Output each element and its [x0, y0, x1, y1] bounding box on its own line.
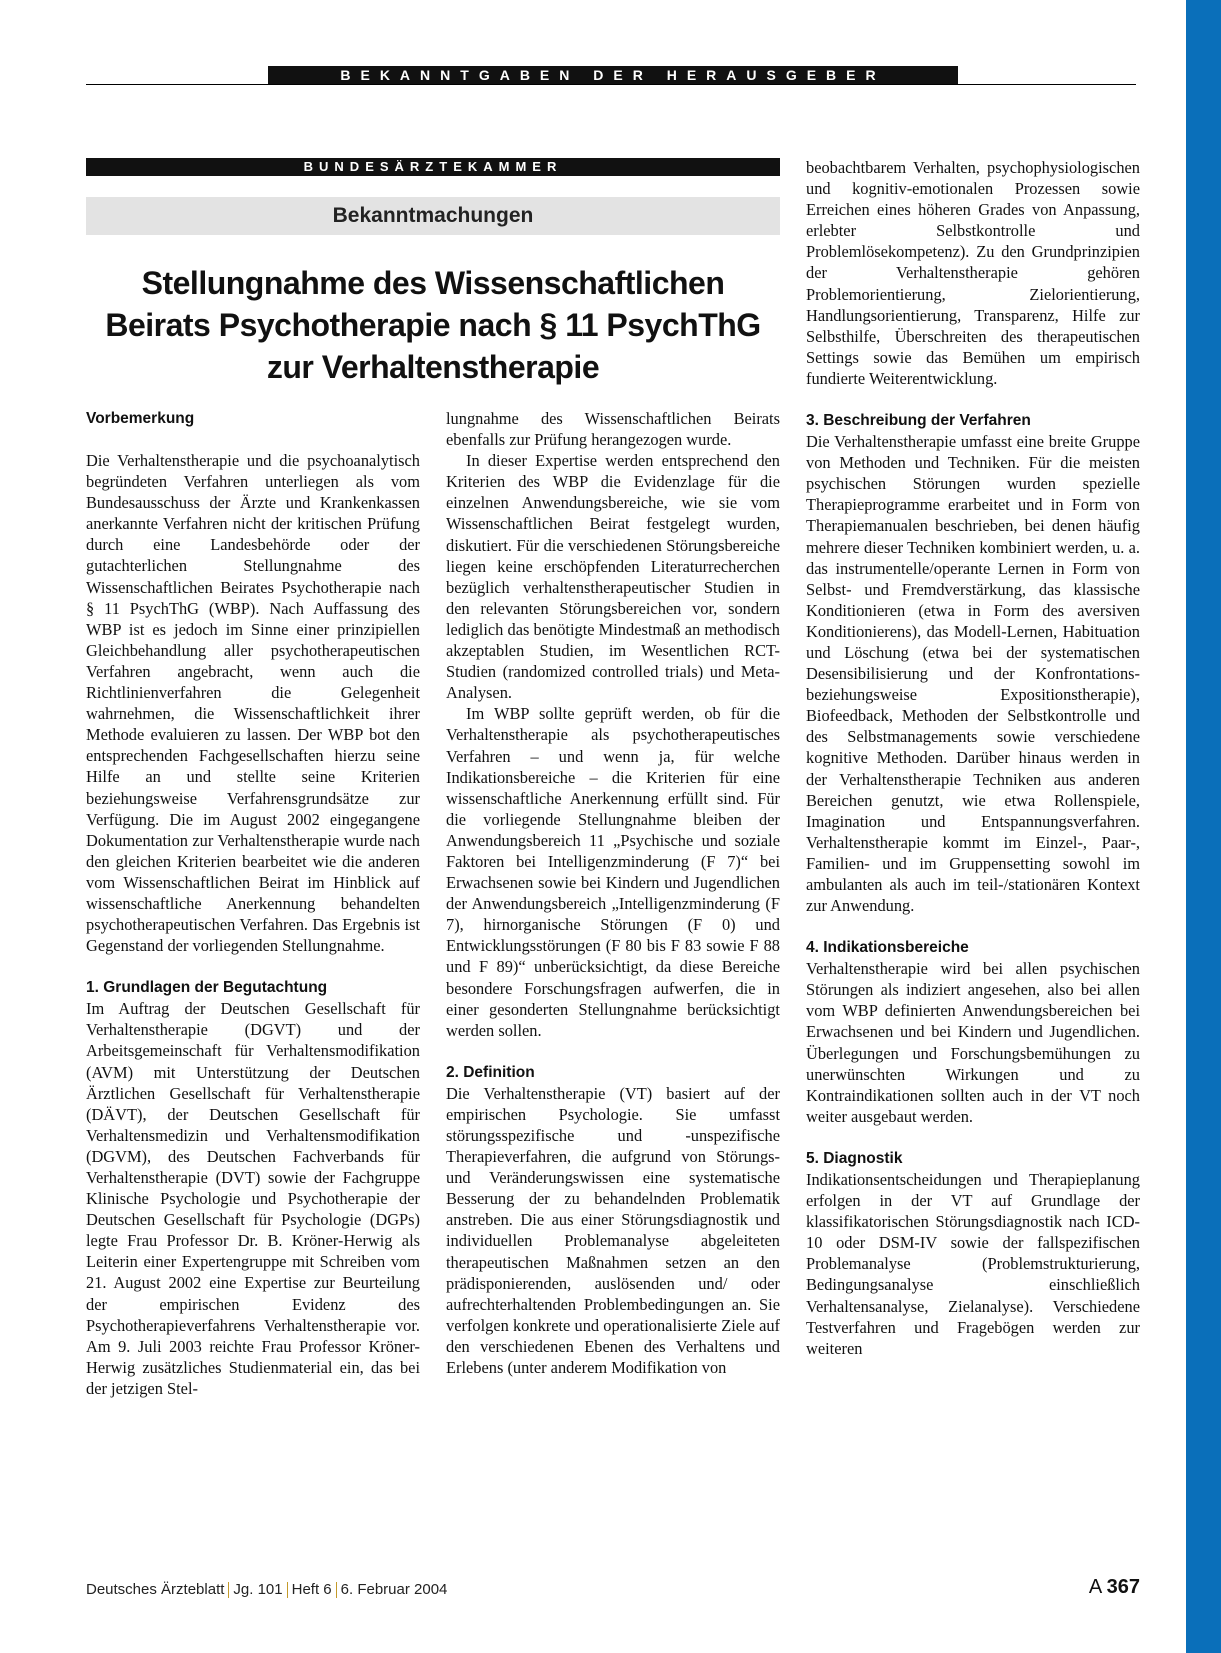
footer-volume: Jg. 101 [233, 1581, 283, 1598]
article-title [86, 262, 780, 388]
title-line-3: zur Verhaltenstherapie [266, 349, 600, 385]
paragraph-diagnostik: Indikationsentscheidungen und Therapieplanung erfolgen in der VT auf Grundlage der klassifikatorischen Störungsdiagnostik nach ICD-10 oder DSM-IV sowie der fallspezifischen Problemanalyse (Problemstrukturierung, Bedingungsanalyse einschließlich Verhaltensanalyse, Zielanalyse). Verschiedene Testverfahren und Fragebögen werden zur weiteren [806, 1169, 1140, 1358]
footer-separator [336, 1582, 337, 1598]
heading-definition: 2. Definition [446, 1063, 535, 1081]
paragraph-continuation: beobachtbarem Verhalten, psychophysiologischen und kognitiv-emotionalen Prozessen sowie Erreichen eines höheren Grades von Anpassung, erlebter Selbstkontrolle und Problemlösekompetenz). Zu den Grundprinzipien der Verhaltenstherapie gehören Problemorientierung, Zielorientierung, Handlungsorientierung, Transparenz, Hilfe zur Selbsthilfe, Überschreiten des therapeutischen Settings sowie das Bemühen um empirisch fundierte Weiterentwicklung. [806, 158, 1140, 388]
footer-separator [228, 1582, 229, 1598]
paragraph-vorbemerkung: Die Verhaltenstherapie und die psychoanalytisch begründeten Verfahren unterliegen als vom Bundesausschuss der Ärzte und Krankenkassen anerkannte Verfahren nicht der kritischen Prüfung durch eine Landesbehörde oder der gutachterlichen Stellungnahme des Wissenschaftlichen Beirates Psychotherapie nach § 11 PsychThG (WBP). Nach Auffassung des WBP ist es jedoch im Sinne einer prinzipiellen Gleichbehandlung aller psychotherapeutischen Verfahren angebracht, wenn auch die Richtlinienverfahren die Gelegenheit wahrnehmen, die Wissenschaftlichkeit ihrer Methode evaluieren zu lassen. Der WBP bot den entsprechenden Fachgesellschaften hierzu seine Hilfe an und stellte seine Kriterien beziehungsweise Verfahrensgrundsätze zur Verfügung. Die im August 2002 eingegangene Dokumentation zur Verhaltenstherapie wurde nach den gleichen Kriterien bearbeitet wie die anderen vom Wissenschaftlichen Beirat im Hinblick auf wissenschaftliche Anerkennung behandelten psychotherapeutischen Verfahren. Das Ergebnis ist Gegenstand der vorliegenden Stellungnahme. [86, 451, 420, 956]
column-3 [806, 157, 1140, 1359]
page-number-value: 367 [1106, 1576, 1140, 1598]
heading-beschreibung: 3. Beschreibung der Verfahren [806, 412, 1031, 430]
paragraph-definition: Die Verhaltenstherapie (VT) basiert auf der empirischen Psychologie. Sie umfasst störungsspezifische und -unspezifische Therapieverfahren, die aufgrund von Störungs- und Veränderungswissen eine systematische Besserung der zu behandelnden Problematik anstreben. Die aus einer Störungsdiagnostik und individuellen Problemanalyse abgeleiteten therapeutischen Maßnahmen setzen an den prädisponierenden, auslösenden und/ oder aufrechterhaltenden Problembedingungen an. Sie verfolgen konkrete und operationalisierte Ziele auf den verschiedenen Ebenen des Verhaltens und Erlebens (unter anderem Modifikation von [446, 1083, 780, 1378]
heading-indikation: 4. Indikationsbereiche [806, 939, 969, 957]
footer-journal: Deutsches Ärzteblatt [86, 1581, 225, 1598]
heading-grundlagen: 1. Grundlagen der Begutachtung [86, 979, 328, 997]
page-number [1040, 1576, 1140, 1599]
header-rule [86, 84, 1136, 85]
header-banner: BEKANNTGABEN DER HERAUSGEBER [268, 66, 958, 84]
paragraph-expertise: In dieser Expertise werden entsprechend den Kriterien des WBP die Evidenzlage für die einzelnen Anwendungsbereiche, wie sie vom Wissenschaftlichen Beirat festgelegt wurden, diskutiert. Für die verschiedenen Störungsbereiche liegen keine erschöpfenden Literaturrecherchen bezüglich verhaltenstherapeutischer Studien in den relevanten Störungsbereichen vor, sondern lediglich das benötigte Mindestmaß an methodisch akzeptablen Studien, im Wesentlichen RCT-Studien (randomized controlled trials) und Meta-Analysen. [446, 451, 780, 703]
title-line-1: Stellungnahme des Wissenschaftlichen [141, 265, 725, 301]
side-color-bar [1186, 0, 1221, 1653]
paragraph-continuation: lungnahme des Wissenschaftlichen Beirats ebenfalls zur Prüfung herangezogen wurde. [446, 409, 780, 450]
paragraph-indikation: Verhaltenstherapie wird bei allen psychischen Störungen als indiziert angesehen, also bei allen vom WBP definierten Anwendungsbereichen bei Erwachsenen und bei Kindern und Jugendlichen. Überlegungen und Forschungsbemühungen zu unerwünschten Wirkungen und zu Kontraindikationen sollten auch in der VT noch weiter ausgebaut werden. [806, 959, 1140, 1126]
paragraph-wbp: Im WBP sollte geprüft werden, ob für die Verhaltenstherapie als psychotherapeutisches Verfahren – und wenn ja, für welche Indikationsbereiche – die Kriterien für eine wissenschaftliche Anerkennung erfüllt sind. Für die vorliegende Stellungnahme bleiben der Anwendungsbereich 11 „Psychische und soziale Faktoren bei Intelligenzminderung (F 7)“ bei Erwachsenen sowie bei Kindern und Jugendlichen der Anwendungsbereich „Intelligenzminderung (F 7), hirnorganische Störungen (F 0) und Entwicklungsstörungen (F 80 bis F 83 sowie F 88 und F 89)“ unberücksichtigt, da diese Bereiche besondere Forschungsfragen aufwerfen, die in einer gesonderten Stellungnahme berücksichtigt werden sollen. [446, 704, 780, 1040]
subsection-heading: Bekanntmachungen [86, 197, 780, 235]
footer-date: 6. Februar 2004 [340, 1581, 448, 1598]
paragraph-beschreibung: Die Verhaltenstherapie umfasst eine breite Gruppe von Methoden und Techniken. Für die meisten psychischen Störungen wurden spezielle Therapieprogramme erarbeitet und in Form von Therapiemanualen beschrieben, bei denen häufig mehrere dieser Techniken kombiniert werden, u. a. das instrumentelle/operante Lernen in Form von Selbst- und Fremdverstärkung, das klassische Konditionieren (etwa in Form des aversiven Konditionierens), das Modell-Lernen, Habituation und Löschung (etwa bei der systematischen Desensibilisierung und der Konfrontations- beziehungsweise Expositionstherapie), Biofeedback, Methoden der Selbstkontrolle und des Selbstmanagements sowie verschiedene kognitive Methoden. Darüber hinaus werden in der Verhaltenstherapie Techniken aus anderen Bereichen genutzt, wie etwa Rollenspiele, Imagination und Entspannungsverfahren. Verhaltenstherapie kommt im Einzel-, Paar-, Familien- und im Gruppensetting sowohl im ambulanten als auch im teil-/stationären Kontext zur Anwendung. [806, 432, 1140, 916]
page-prefix: A [1088, 1576, 1102, 1598]
footer-issue: Heft 6 [291, 1581, 332, 1598]
column-1 [86, 408, 420, 1399]
footer-separator [287, 1582, 288, 1598]
paragraph-grundlagen: Im Auftrag der Deutschen Gesellschaft für Verhaltenstherapie (DGVT) und der Arbeitsgemeinschaft für Verhaltensmodifikation (AVM) mit Unterstützung der Deutschen Ärztlichen Gesellschaft für Verhaltenstherapie (DÄVT), der Deutschen Gesellschaft für Verhaltensmedizin und Verhaltensmodifikation (DGVM), des Deutschen Fachverbands für Verhaltenstherapie (DVT) sowie der Fachgruppe Klinische Psychologie und Psychotherapie der Deutschen Gesellschaft für Psychologie (DGPs) legte Frau Professor Dr. B. Kröner-Herwig als Leiterin einer Expertengruppe mit Schreiben vom 21. August 2002 eine Expertise zur Beurteilung der empirischen Evidenz des Psychotherapieverfahrens Verhaltenstherapie vor. Am 9. Juli 2003 reichte Frau Professor Kröner-Herwig zusätzliches Studienmaterial ein, das bei der jetzigen Stel- [86, 999, 420, 1398]
footer-citation [86, 1581, 447, 1598]
heading-vorbemerkung: Vorbemerkung [86, 410, 195, 427]
column-2 [446, 408, 780, 1378]
title-line-2: Beirats Psychotherapie nach § 11 PsychThG [105, 307, 761, 343]
section-banner: BUNDESÄRZTEKAMMER [86, 158, 780, 176]
heading-diagnostik: 5. Diagnostik [806, 1149, 903, 1167]
